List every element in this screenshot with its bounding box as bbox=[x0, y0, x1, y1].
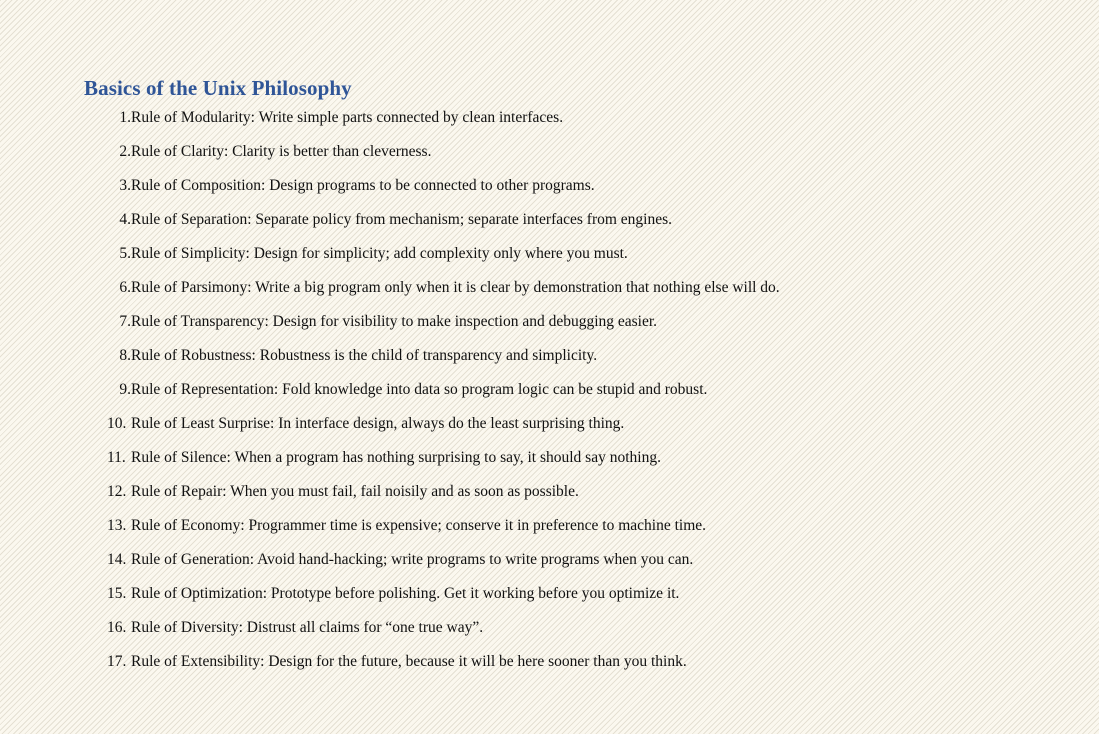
list-item-text: Rule of Optimization: Prototype before polishing. Get it working before you optimize it. bbox=[131, 585, 680, 602]
list-item bbox=[107, 176, 780, 210]
rules-list bbox=[107, 108, 780, 686]
list-item-text: Rule of Generation: Avoid hand-hacking; write programs to write programs when you can. bbox=[131, 551, 694, 568]
list-item-number: 11. bbox=[107, 449, 126, 466]
list-item-text: Rule of Robustness: Robustness is the child of transparency and simplicity. bbox=[131, 347, 598, 364]
list-item-text: Rule of Parsimony: Write a big program only when it is clear by demonstration that nothing else will do. bbox=[131, 279, 780, 296]
list-item-text: Rule of Representation: Fold knowledge into data so program logic can be stupid and robust. bbox=[131, 381, 708, 398]
list-item bbox=[107, 516, 780, 550]
list-item bbox=[107, 312, 780, 346]
list-item-text: Rule of Least Surprise: In interface design, always do the least surprising thing. bbox=[131, 415, 625, 432]
list-item-number: 2. bbox=[119, 143, 131, 160]
list-item-number: 8. bbox=[119, 347, 131, 364]
list-item bbox=[107, 142, 780, 176]
list-item-text: Rule of Silence: When a program has nothing surprising to say, it should say nothing. bbox=[131, 449, 661, 466]
list-item bbox=[107, 482, 780, 516]
list-item-text: Rule of Separation: Separate policy from mechanism; separate interfaces from engines. bbox=[131, 211, 673, 228]
list-item-text: Rule of Extensibility: Design for the future, because it will be here sooner than you think. bbox=[131, 653, 687, 670]
list-item-number: 13. bbox=[107, 517, 127, 534]
list-item bbox=[107, 550, 780, 584]
list-item-number: 9. bbox=[119, 381, 131, 398]
list-item-number: 3. bbox=[119, 177, 131, 194]
list-item bbox=[107, 414, 780, 448]
list-item bbox=[107, 618, 780, 652]
list-item-number: 15. bbox=[107, 585, 127, 602]
list-item-number: 14. bbox=[107, 551, 127, 568]
list-item-number: 1. bbox=[119, 109, 131, 126]
list-item bbox=[107, 108, 780, 142]
list-item-number: 10. bbox=[107, 415, 127, 432]
list-item bbox=[107, 210, 780, 244]
list-item-text: Rule of Repair: When you must fail, fail noisily and as soon as possible. bbox=[131, 483, 579, 500]
list-item bbox=[107, 346, 780, 380]
list-item bbox=[107, 584, 780, 618]
list-item-number: 17. bbox=[107, 653, 127, 670]
list-item bbox=[107, 380, 780, 414]
list-item bbox=[107, 244, 780, 278]
list-item bbox=[107, 652, 780, 686]
list-item-text: Rule of Simplicity: Design for simplicity; add complexity only where you must. bbox=[131, 245, 628, 262]
page-title: Basics of the Unix Philosophy bbox=[84, 76, 352, 100]
list-item-text: Rule of Transparency: Design for visibility to make inspection and debugging easier. bbox=[131, 313, 658, 330]
list-item-number: 6. bbox=[119, 279, 131, 296]
list-item-number: 16. bbox=[107, 619, 127, 636]
list-item-number: 5. bbox=[119, 245, 131, 262]
list-item-text: Rule of Modularity: Write simple parts connected by clean interfaces. bbox=[131, 109, 564, 126]
list-item bbox=[107, 448, 780, 482]
list-item-text: Rule of Composition: Design programs to be connected to other programs. bbox=[131, 177, 595, 194]
list-item-number: 7. bbox=[119, 313, 131, 330]
list-item-text: Rule of Clarity: Clarity is better than cleverness. bbox=[131, 143, 432, 160]
list-item-text: Rule of Diversity: Distrust all claims for “one true way”. bbox=[131, 619, 484, 636]
list-item-number: 4. bbox=[119, 211, 131, 228]
list-item bbox=[107, 278, 780, 312]
list-item-number: 12. bbox=[107, 483, 127, 500]
list-item-text: Rule of Economy: Programmer time is expensive; conserve it in preference to machine time. bbox=[131, 517, 707, 534]
